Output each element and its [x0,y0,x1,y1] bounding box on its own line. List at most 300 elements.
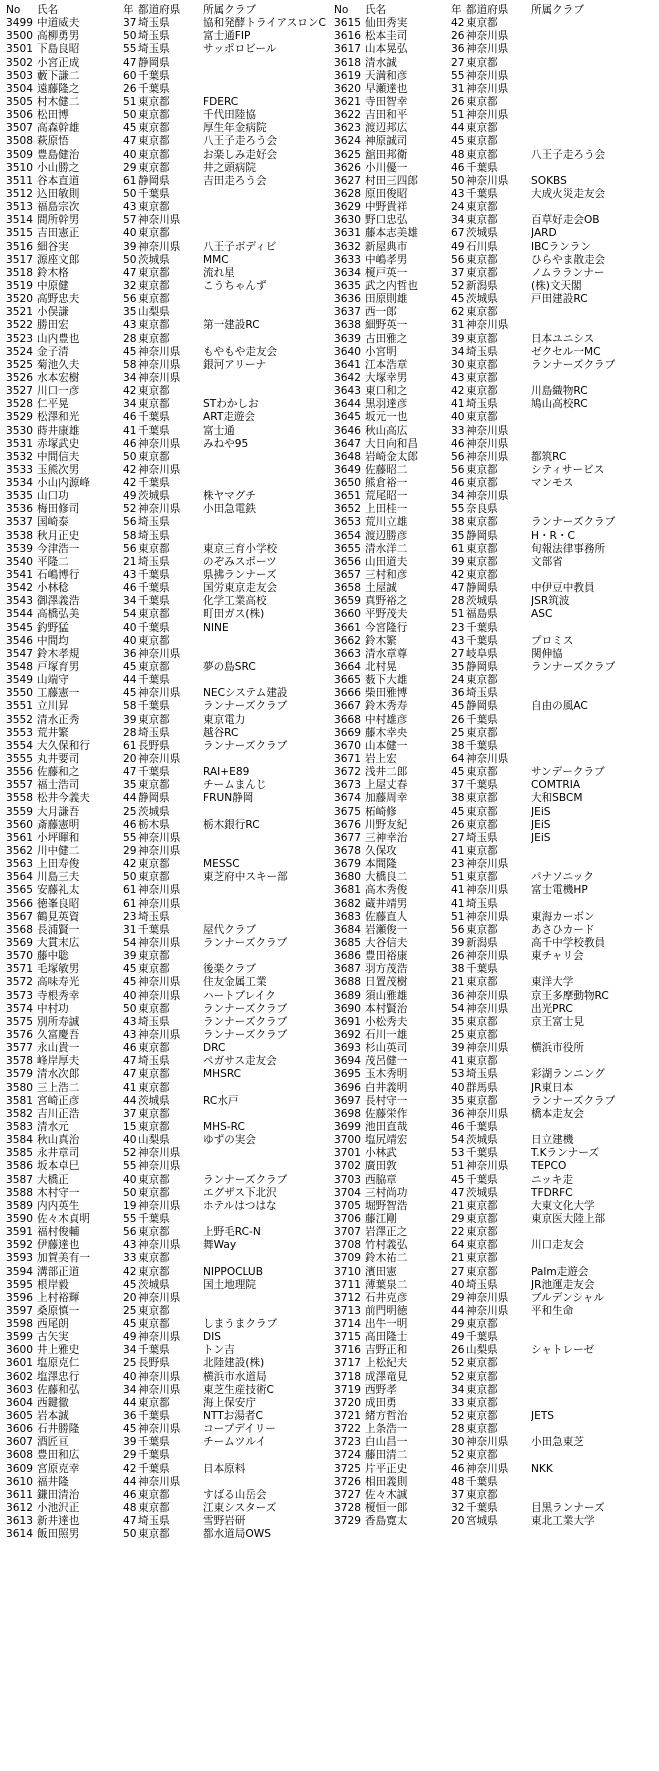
table-row [6,1016,328,1029]
result-name: 梅田修司 [37,503,80,516]
table-row [334,1449,656,1462]
result-pref: 千葉県 [466,1475,498,1488]
table-row [6,543,328,556]
result-pref: 神奈川県 [466,43,509,56]
result-pref: 神奈川県 [138,358,181,371]
result-age: 45 [451,135,465,148]
table-row [6,1331,328,1344]
result-no: 3726 [334,1475,361,1488]
result-no: 3719 [334,1383,361,1396]
result-pref: 東京都 [466,1239,498,1252]
result-name: 小山内源峰 [37,477,90,490]
result-name: 藤木幸央 [365,726,408,739]
result-name: 小松秀夫 [365,1015,408,1028]
result-club: 自由の風AC [531,700,588,713]
left-rows [6,17,328,1541]
table-row [6,149,328,162]
result-age: 53 [451,1147,465,1160]
result-age: 56 [123,516,137,529]
result-age: 42 [123,463,137,476]
table-row [6,806,328,819]
table-row [6,1410,328,1423]
result-pref: 神奈川県 [138,437,181,450]
result-club: 東京三育小学校 [203,542,278,555]
result-age: 49 [451,240,465,253]
result-age: 43 [123,201,137,214]
result-pref: 神奈川県 [138,1331,181,1344]
result-club: 高千中学校教員 [531,936,606,949]
result-age: 67 [451,227,465,240]
result-age: 27 [451,1265,465,1278]
result-no: 3729 [334,1515,361,1528]
table-row [334,1252,656,1265]
table-row [6,1213,328,1226]
result-no: 3711 [334,1278,361,1291]
table-row [334,1213,656,1226]
result-age: 47 [123,56,137,69]
table-row [6,937,328,950]
result-pref: 東京都 [138,950,170,963]
result-age: 23 [451,621,465,634]
table-row [334,556,656,569]
result-name: 蔵井靖男 [365,897,408,910]
result-no: 3678 [334,845,361,857]
result-pref: 神奈川県 [138,976,181,989]
result-age: 47 [123,1515,137,1528]
result-pref: 東京都 [466,411,498,424]
header-age: 年 [123,4,134,16]
result-age: 46 [123,582,137,595]
table-row [6,1318,328,1331]
result-age: 36 [451,687,465,700]
result-no: 3616 [334,30,361,43]
result-name: 溝部正道 [37,1265,80,1278]
result-club: ランナーズクラブ [203,936,288,949]
result-pref: 長野県 [138,739,170,752]
result-club: ART走遊会 [203,411,256,424]
result-no: 3589 [6,1199,33,1212]
result-name: 江本浩章 [365,358,408,371]
result-name: 神原誠司 [365,135,408,148]
table-row [6,1292,328,1305]
table-row [334,319,656,332]
result-name: 原田俊昭 [365,187,408,200]
result-no: 3628 [334,187,361,200]
table-row [334,1055,656,1068]
table-row [334,569,656,582]
result-no: 3507 [6,122,33,135]
result-no: 3649 [334,463,361,476]
result-club: JEiS [531,831,551,844]
table-row [6,661,328,674]
result-no: 3583 [6,1120,33,1133]
result-age: 32 [123,279,137,292]
table-row [334,1423,656,1436]
result-no: 3645 [334,411,361,424]
result-name: 長浦賢一 [37,923,80,936]
result-age: 45 [123,345,137,358]
result-age: 38 [451,516,465,529]
result-pref: 神奈川県 [138,647,181,660]
result-age: 39 [123,950,137,963]
result-age: 35 [123,779,137,792]
result-age: 52 [451,1449,465,1462]
result-age: 44 [123,1094,137,1107]
table-row [6,622,328,635]
table-row [334,806,656,819]
result-name: 高木秀俊 [365,884,408,897]
result-pref: 神奈川県 [138,1383,181,1396]
result-age: 37 [451,266,465,279]
result-age: 42 [123,858,137,871]
result-name: 大月謙吾 [37,805,80,818]
result-pref: 静岡県 [138,56,170,69]
result-club: コープデイリー [203,1423,276,1436]
result-name: 込田敏則 [37,187,80,200]
table-row [6,1279,328,1292]
table-row [334,1292,656,1305]
result-no: 3501 [6,43,33,56]
header-no: No [334,4,349,16]
result-name: 荒井繁 [37,726,69,739]
result-pref: 東京都 [466,332,498,345]
result-age: 53 [451,1068,465,1081]
result-age: 44 [123,792,137,805]
table-row [6,201,328,214]
result-no: 3519 [6,279,33,292]
result-pref: 千葉県 [138,477,170,490]
result-no: 3534 [6,477,33,490]
result-pref: 茨城県 [138,1278,170,1291]
result-no: 3527 [6,385,33,398]
result-club: ゼクセル一MC [531,345,601,358]
result-club: 京王富士見 [531,1015,584,1028]
table-row [6,582,328,595]
result-pref: 茨城県 [466,1186,498,1199]
result-pref: 東京都 [466,1423,498,1436]
header-age: 年 [451,4,462,16]
table-row [6,963,328,976]
result-name: 岩本誠 [37,1410,69,1423]
result-age: 58 [123,700,137,713]
result-club: 八王子ボディビ [203,240,277,253]
result-age: 43 [123,1028,137,1041]
result-pref: 東京都 [466,1226,498,1239]
result-name: 峰岸厚夫 [37,1055,80,1068]
result-club: 協和発酵トライアスロンC [203,17,326,30]
result-no: 3608 [6,1449,33,1462]
table-row [334,963,656,976]
result-club: NTTお湯者C [203,1410,263,1423]
table-row [334,83,656,96]
result-pref: 静岡県 [466,661,498,674]
result-pref: 東京都 [138,1252,170,1265]
result-age: 43 [451,187,465,200]
result-no: 3590 [6,1212,33,1225]
result-no: 3588 [6,1186,33,1199]
result-name: 鈴木祐二 [365,1252,408,1265]
result-name: 秋山真治 [37,1134,80,1147]
result-no: 3531 [6,437,33,450]
result-age: 47 [123,135,137,148]
result-club: JR池運走友会 [531,1278,595,1291]
result-name: 羽方茂浩 [365,963,408,976]
result-name: 宮原克幸 [37,1462,80,1475]
table-row [6,503,328,516]
result-pref: 茨城県 [466,1134,498,1147]
result-club: 小田急電鉄 [203,503,256,516]
result-name: 高柳勇男 [37,30,80,43]
result-name: 上屋丈春 [365,779,408,792]
result-name: 中村雄彦 [365,713,408,726]
result-pref: 東京都 [138,1081,170,1094]
result-name: 松田博 [37,109,69,122]
table-row [6,135,328,148]
result-no: 3546 [6,634,33,647]
result-name: 村田三四郎 [365,174,418,187]
result-club: 国土地理院 [203,1278,256,1291]
result-no: 3567 [6,910,33,923]
result-age: 50 [123,253,137,266]
result-pref: 茨城県 [466,595,498,608]
result-pref: 東京都 [466,818,498,831]
result-name: 日置茂樹 [365,976,408,989]
result-pref: 埼玉県 [138,555,170,568]
result-age: 34 [123,1344,137,1357]
result-pref: 神奈川県 [138,936,181,949]
result-no: 3723 [334,1436,361,1449]
result-name: 黒羽達彦 [365,398,408,411]
result-age: 26 [123,82,137,95]
table-row [334,1397,656,1410]
result-age: 15 [123,1120,137,1133]
result-pref: 神奈川県 [466,450,509,463]
table-row [6,1423,328,1436]
result-pref: 東京都 [138,608,170,621]
result-pref: 東京都 [138,279,170,292]
result-no: 3646 [334,424,361,437]
result-age: 39 [451,332,465,345]
result-name: 加賀美有一 [37,1252,90,1265]
result-no: 3561 [6,831,33,844]
result-age: 31 [451,319,465,332]
table-row [6,1134,328,1147]
result-no: 3522 [6,319,33,332]
result-name: 清水誠 [365,56,397,69]
result-no: 3592 [6,1239,33,1252]
table-row [334,201,656,214]
table-row [6,57,328,70]
result-name: 長村守一 [365,1094,408,1107]
result-no: 3655 [334,542,361,555]
result-name: 坂元一也 [365,411,408,424]
result-pref: 東京都 [466,201,498,214]
result-pref: 東京都 [466,1383,498,1396]
result-no: 3696 [334,1081,361,1094]
result-club: NIPPOCLUB [203,1265,263,1278]
result-no: 3687 [334,963,361,976]
table-row [334,1436,656,1449]
result-club: 県拂ランナーズ [203,569,277,582]
result-age: 54 [451,1134,465,1147]
result-no: 3708 [334,1239,361,1252]
result-club: ランナーズクラブ [203,1002,288,1015]
result-club: 雪野岩研 [203,1515,246,1528]
result-name: 立川昇 [37,700,69,713]
table-row [6,372,328,385]
table-row [6,727,328,740]
result-age: 26 [451,1344,465,1357]
table-row [334,1082,656,1095]
result-no: 3691 [334,1015,361,1028]
result-no: 3647 [334,437,361,450]
result-age: 40 [451,1278,465,1291]
result-name: 福士浩司 [37,779,80,792]
result-name: 釣野猛 [37,621,69,634]
table-row [6,280,328,293]
result-age: 34 [123,595,137,608]
result-no: 3640 [334,345,361,358]
result-pref: 千葉県 [138,621,170,634]
result-age: 45 [451,293,465,306]
result-pref: 神奈川県 [138,463,181,476]
result-no: 3720 [334,1396,361,1409]
result-age: 46 [451,437,465,450]
result-age: 39 [123,1436,137,1449]
result-name: 小川優一 [365,161,408,174]
result-age: 20 [123,1291,137,1304]
table-row [6,438,328,451]
result-club: 戸田建設RC [531,293,588,306]
result-no: 3644 [334,398,361,411]
result-age: 22 [451,1226,465,1239]
result-pref: 千葉県 [138,1344,170,1357]
result-age: 62 [451,306,465,319]
result-age: 46 [123,437,137,450]
result-name: 久富慶吾 [37,1028,80,1041]
result-age: 20 [123,753,137,766]
result-club: 目黒ランナーズ [531,1502,605,1515]
result-no: 3573 [6,989,33,1002]
result-age: 28 [123,726,137,739]
table-row [6,1042,328,1055]
result-name: 佐々木貞明 [37,1212,90,1225]
result-pref: 千葉県 [138,766,170,779]
result-age: 42 [451,569,465,582]
result-no: 3627 [334,174,361,187]
result-age: 40 [123,1370,137,1383]
result-age: 25 [451,1028,465,1041]
result-no: 3634 [334,266,361,279]
result-pref: 神奈川県 [138,1199,181,1212]
result-name: 飯田照男 [37,1528,80,1541]
result-club: エグザス下北沢 [203,1186,277,1199]
result-pref: 東京都 [466,17,498,30]
result-pref: 千葉県 [138,923,170,936]
result-club: 江東シスターズ [203,1502,277,1515]
result-pref: 神奈川県 [466,950,509,963]
result-age: 49 [123,490,137,503]
result-club: もやもや走友会 [203,345,278,358]
result-pref: 神奈川県 [138,753,181,766]
result-no: 3675 [334,805,361,818]
result-age: 29 [123,161,137,174]
result-no: 3599 [6,1331,33,1344]
result-pref: 東京都 [466,1370,498,1383]
result-pref: 埼玉県 [466,1278,498,1291]
table-row [6,556,328,569]
result-club: 富士通FIP [203,30,251,43]
table-row [6,1187,328,1200]
result-no: 3666 [334,687,361,700]
result-no: 3582 [6,1107,33,1120]
result-age: 43 [451,371,465,384]
result-name: 吉田憲正 [37,227,80,240]
result-age: 55 [123,43,137,56]
result-name: 山本健一 [365,739,408,752]
result-pref: 神奈川県 [138,884,181,897]
result-name: 藤本志美雄 [365,227,418,240]
result-pref: 神奈川県 [138,687,181,700]
result-pref: 神奈川県 [466,1160,509,1173]
table-row [6,1068,328,1081]
result-name: 菊池久夫 [37,358,80,371]
result-name: 藤田清二 [365,1449,408,1462]
result-name: 吉田和平 [365,109,408,122]
table-row [334,1200,656,1213]
result-pref: 石川県 [466,240,498,253]
table-row [334,543,656,556]
result-club: 平和生命 [531,1304,574,1317]
result-no: 3502 [6,56,33,69]
result-name: 三上浩二 [37,1081,80,1094]
table-row [6,1160,328,1173]
result-name: 細野英一 [365,319,408,332]
result-club: 鳩山高校RC [531,398,588,411]
result-name: 茂呂健一 [365,1055,408,1068]
result-pref: 千葉県 [138,569,170,582]
result-name: 永井章司 [37,1147,80,1160]
result-name: 今宮隆行 [365,621,408,634]
result-name: 大谷信夫 [365,936,408,949]
result-pref: 東京都 [138,319,170,332]
result-name: 出牛一明 [365,1318,408,1331]
result-no: 3610 [6,1475,33,1488]
table-row [334,1410,656,1423]
result-name: 村木健二 [37,95,80,108]
result-name: 谷本直道 [37,174,80,187]
table-row [6,254,328,267]
result-name: 新屋典市 [365,240,408,253]
result-club: 京王多摩動物RC [531,989,609,1002]
result-name: 佐藤和弘 [37,1383,80,1396]
result-no: 3651 [334,490,361,503]
result-pref: 神奈川県 [138,1239,181,1252]
result-club: 都水道局OWS [203,1528,271,1541]
result-no: 3602 [6,1370,33,1383]
result-name: 緒方哲治 [365,1410,408,1423]
result-age: 36 [451,989,465,1002]
result-pref: 神奈川県 [466,910,509,923]
result-pref: 新潟県 [466,279,498,292]
result-pref: 神奈川県 [466,753,509,766]
result-club: MHSRC [203,1068,242,1081]
table-row [6,1305,328,1318]
result-pref: 東京都 [466,555,498,568]
result-no: 3554 [6,739,33,752]
result-no: 3615 [334,17,361,30]
result-club: 日本原料 [203,1462,246,1475]
